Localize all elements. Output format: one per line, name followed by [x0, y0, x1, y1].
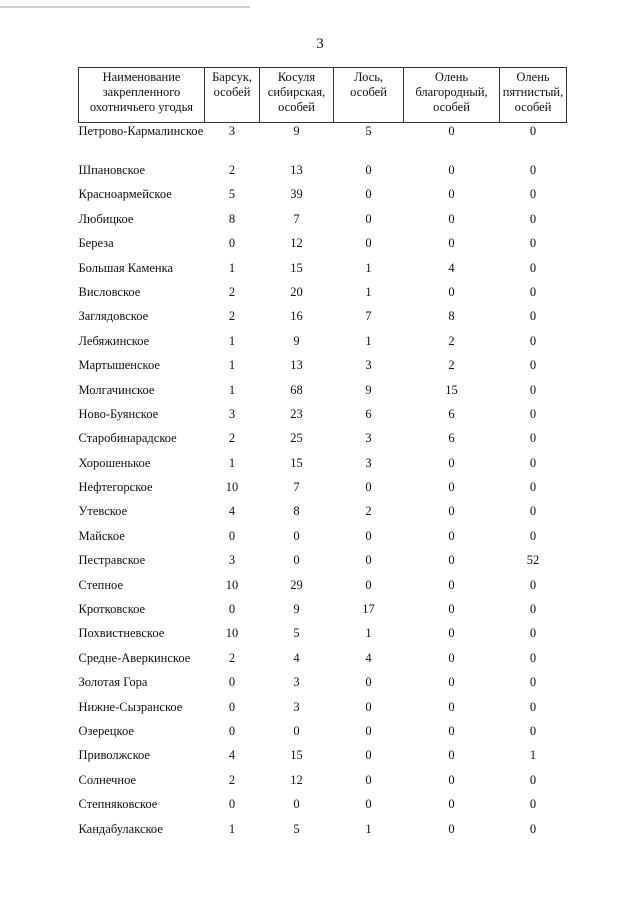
cell-elk: 0 [365, 480, 372, 495]
table-row [79, 431, 567, 455]
cell-red-deer: 0 [448, 748, 455, 763]
cell-sika-deer: 0 [529, 163, 537, 177]
cell-name: Старобинарадское [78, 431, 177, 446]
cell-red-deer: 0 [448, 480, 455, 495]
cell-roe-deer: 5 [293, 821, 300, 836]
table-row [79, 578, 567, 602]
cell-elk: 3 [365, 431, 372, 446]
table-row [79, 822, 567, 846]
cell-red-deer: 0 [448, 821, 455, 836]
cell-roe-deer: 15 [290, 260, 303, 275]
cell-red-deer: 0 [448, 504, 455, 519]
cell-sika-deer: 0 [529, 309, 537, 324]
cell-sika-deer: 0 [529, 772, 537, 787]
cell-sika-deer: 0 [529, 797, 537, 812]
cell-badger: 3 [228, 553, 236, 568]
cell-elk: 6 [365, 406, 372, 421]
cell-name: Приволжское [78, 748, 150, 763]
cell-elk: 3 [365, 455, 372, 470]
cell-name: Нижне-Сызранское [78, 699, 183, 714]
cell-name: Заглядовское [78, 309, 149, 324]
table-row [79, 456, 567, 480]
cell-red-deer: 6 [448, 406, 455, 421]
cell-roe-deer: 3 [293, 675, 300, 690]
cell-sika-deer: 0 [529, 602, 537, 617]
cell-elk: 0 [365, 187, 372, 202]
cell-badger: 2 [228, 284, 236, 299]
cell-sika-deer: 0 [529, 211, 537, 226]
cell-roe-deer: 23 [290, 406, 303, 421]
cell-red-deer: 0 [448, 699, 455, 714]
cell-roe-deer: 29 [290, 577, 303, 592]
cell-badger: 4 [228, 748, 236, 763]
cell-red-deer: 0 [448, 284, 455, 299]
cell-badger: 3 [228, 406, 236, 421]
cell-roe-deer: 13 [290, 358, 303, 373]
cell-red-deer: 0 [448, 211, 455, 226]
cell-elk: 0 [365, 553, 372, 568]
cell-red-deer: 0 [448, 236, 455, 251]
cell-badger: 0 [228, 602, 236, 617]
cell-red-deer: 15 [445, 382, 458, 397]
cell-red-deer: 0 [448, 650, 455, 665]
cell-sika-deer: 0 [529, 187, 537, 202]
cell-sika-deer: 0 [529, 504, 537, 519]
cell-sika-deer: 0 [529, 431, 537, 446]
cell-elk: 5 [365, 124, 372, 138]
cell-elk: 0 [365, 797, 372, 812]
cell-elk: 2 [365, 504, 372, 519]
cell-badger: 0 [228, 236, 236, 251]
cell-red-deer: 6 [448, 431, 455, 446]
cell-roe-deer: 25 [290, 431, 303, 446]
cell-roe-deer: 4 [293, 650, 300, 665]
cell-sika-deer: 0 [529, 382, 537, 397]
cell-sika-deer: 0 [529, 650, 537, 665]
header-hunting-ground-name: Наименование закрепленного охотничьего угодья [79, 68, 205, 123]
cell-badger: 5 [228, 187, 236, 202]
cell-red-deer: 0 [448, 675, 455, 690]
table-row [79, 675, 567, 699]
cell-badger: 10 [225, 577, 239, 592]
cell-elk: 1 [365, 260, 372, 275]
cell-red-deer: 0 [448, 163, 455, 177]
table-row [79, 407, 567, 431]
cell-badger: 1 [228, 821, 236, 836]
cell-red-deer: 0 [448, 455, 455, 470]
cell-name: Озерецкое [78, 723, 134, 738]
table-row [79, 383, 567, 407]
cell-name: Нефтегорское [78, 480, 153, 495]
cell-badger: 1 [228, 260, 236, 275]
cell-sika-deer: 1 [529, 748, 537, 763]
cell-name: Молгачинское [78, 382, 155, 397]
cell-name: Средне-Аверкинское [78, 650, 191, 665]
cell-badger: 8 [228, 211, 236, 226]
table-row [79, 123, 567, 164]
header-row [79, 68, 567, 123]
table-row [79, 480, 567, 504]
cell-name: Пестравское [78, 553, 146, 568]
table-row [79, 358, 567, 382]
cell-roe-deer: 3 [293, 699, 300, 714]
cell-red-deer: 0 [448, 723, 455, 738]
cell-name: Большая Каменка [78, 260, 174, 275]
cell-elk: 0 [365, 748, 372, 763]
cell-elk: 0 [365, 723, 372, 738]
cell-badger: 0 [228, 797, 236, 812]
cell-name: Висловское [78, 284, 141, 299]
header-badger: Барсук, особей [205, 68, 260, 123]
cell-sika-deer: 0 [529, 284, 537, 299]
table-header [79, 68, 567, 123]
table-row [79, 529, 567, 553]
cell-badger: 0 [228, 675, 236, 690]
header-elk: Лось, особей [334, 68, 404, 123]
cell-sika-deer: 0 [529, 358, 537, 373]
cell-roe-deer: 5 [293, 626, 300, 641]
cell-roe-deer: 9 [293, 124, 300, 138]
header-red-deer: Олень благородный, особей [404, 68, 500, 123]
cell-name: Береза [78, 236, 114, 251]
cell-elk: 1 [365, 626, 372, 641]
cell-sika-deer: 0 [529, 406, 537, 421]
cell-sika-deer: 0 [529, 480, 537, 495]
table-row [79, 797, 567, 821]
header-sika-deer: Олень пятнистый, особей [500, 68, 567, 123]
cell-red-deer: 0 [448, 577, 455, 592]
cell-roe-deer: 20 [290, 284, 303, 299]
cell-elk: 0 [365, 211, 372, 226]
cell-sika-deer: 0 [529, 260, 537, 275]
cell-name: Кротковское [78, 602, 146, 617]
cell-roe-deer: 16 [290, 309, 303, 324]
cell-name: Утевское [78, 504, 128, 519]
cell-sika-deer: 0 [529, 723, 537, 738]
cell-roe-deer: 15 [290, 455, 303, 470]
cell-roe-deer: 12 [290, 772, 303, 787]
table-row [79, 285, 567, 309]
cell-roe-deer: 68 [290, 382, 303, 397]
cell-red-deer: 2 [448, 358, 455, 373]
cell-name: Кандабулакское [78, 821, 163, 836]
cell-elk: 1 [365, 333, 372, 348]
cell-sika-deer: 0 [529, 528, 537, 543]
cell-badger: 1 [228, 455, 236, 470]
table-row [79, 602, 567, 626]
table-row [79, 724, 567, 748]
cell-badger: 10 [225, 480, 239, 495]
table-row [79, 236, 567, 260]
cell-badger: 0 [228, 723, 236, 738]
cell-elk: 0 [365, 699, 372, 714]
cell-red-deer: 0 [448, 124, 455, 138]
table-row [79, 261, 567, 285]
cell-elk: 1 [365, 821, 372, 836]
cell-badger: 0 [228, 699, 236, 714]
cell-elk: 0 [365, 163, 372, 177]
cell-red-deer: 4 [448, 260, 455, 275]
cell-name: Солнечное [78, 772, 137, 787]
cell-red-deer: 0 [448, 626, 455, 641]
table-row [79, 334, 567, 358]
table-row [79, 700, 567, 724]
cell-red-deer: 0 [448, 602, 455, 617]
table-row [79, 651, 567, 675]
cell-red-deer: 0 [448, 553, 455, 568]
cell-roe-deer: 12 [290, 236, 303, 251]
cell-red-deer: 8 [448, 309, 455, 324]
cell-roe-deer: 39 [290, 187, 303, 202]
cell-name: Хорошенькое [78, 455, 151, 470]
cell-sika-deer: 0 [529, 699, 537, 714]
cell-elk: 0 [365, 528, 372, 543]
cell-sika-deer: 0 [529, 333, 537, 348]
scan-artifact-line [0, 6, 250, 8]
cell-roe-deer: 7 [293, 480, 300, 495]
cell-name: Ново-Буянское [78, 406, 159, 421]
cell-red-deer: 2 [448, 333, 455, 348]
cell-sika-deer: 0 [529, 236, 537, 251]
cell-sika-deer: 0 [529, 455, 537, 470]
cell-elk: 0 [365, 236, 372, 251]
cell-roe-deer: 9 [293, 333, 300, 348]
cell-elk: 3 [365, 358, 372, 373]
cell-badger: 0 [228, 528, 236, 543]
cell-roe-deer: 0 [293, 797, 300, 812]
cell-name: Любицкое [78, 211, 134, 226]
cell-badger: 1 [228, 382, 236, 397]
cell-name: Степняковское [78, 797, 158, 812]
cell-name: Красноармейское [78, 187, 172, 202]
cell-name: Золотая Гора [78, 675, 148, 690]
cell-badger: 2 [228, 309, 236, 324]
hunting-grounds-table [78, 67, 567, 846]
cell-name: Лебяжинское [78, 333, 150, 348]
cell-name: Петрово-Кармалинское [78, 124, 204, 138]
cell-badger: 2 [228, 163, 236, 177]
cell-roe-deer: 8 [293, 504, 300, 519]
cell-sika-deer: 0 [529, 124, 537, 138]
cell-name: Шпановское [78, 163, 146, 177]
table-row [79, 504, 567, 528]
cell-name: Майское [78, 528, 125, 543]
cell-elk: 17 [362, 602, 375, 617]
cell-roe-deer: 0 [293, 528, 300, 543]
table-row [79, 553, 567, 577]
cell-elk: 0 [365, 577, 372, 592]
cell-name: Похвистневское [78, 626, 165, 641]
cell-roe-deer: 15 [290, 748, 303, 763]
cell-roe-deer: 13 [290, 163, 303, 177]
table-body [79, 123, 567, 846]
cell-elk: 4 [365, 650, 372, 665]
cell-badger: 2 [228, 650, 236, 665]
table-row [79, 773, 567, 797]
cell-elk: 1 [365, 284, 372, 299]
cell-red-deer: 0 [448, 797, 455, 812]
cell-name: Степное [78, 577, 124, 592]
cell-roe-deer: 0 [293, 723, 300, 738]
cell-red-deer: 0 [448, 772, 455, 787]
cell-badger: 2 [228, 431, 236, 446]
cell-elk: 0 [365, 675, 372, 690]
cell-badger: 2 [228, 772, 236, 787]
table-row [79, 212, 567, 236]
page-number: 3 [316, 36, 324, 52]
cell-badger: 3 [228, 124, 236, 138]
cell-sika-deer: 0 [529, 675, 537, 690]
cell-roe-deer: 7 [293, 211, 300, 226]
cell-sika-deer: 52 [526, 553, 540, 568]
cell-badger: 4 [228, 504, 236, 519]
cell-roe-deer: 9 [293, 602, 300, 617]
table-row [79, 187, 567, 211]
cell-name: Мартышенское [78, 358, 160, 373]
table-row [79, 163, 567, 187]
cell-badger: 1 [228, 333, 236, 348]
table-row [79, 748, 567, 772]
cell-badger: 1 [228, 358, 236, 373]
header-roe-deer: Косуля сибирская, особей [260, 68, 334, 123]
cell-red-deer: 0 [448, 187, 455, 202]
cell-sika-deer: 0 [529, 821, 537, 836]
cell-badger: 10 [225, 626, 239, 641]
cell-elk: 0 [365, 772, 372, 787]
cell-elk: 9 [365, 382, 372, 397]
cell-sika-deer: 0 [529, 626, 537, 641]
cell-sika-deer: 0 [529, 577, 537, 592]
table-row [79, 626, 567, 650]
cell-red-deer: 0 [448, 528, 455, 543]
cell-elk: 7 [365, 309, 372, 324]
cell-roe-deer: 0 [293, 553, 300, 568]
table-row [79, 309, 567, 333]
